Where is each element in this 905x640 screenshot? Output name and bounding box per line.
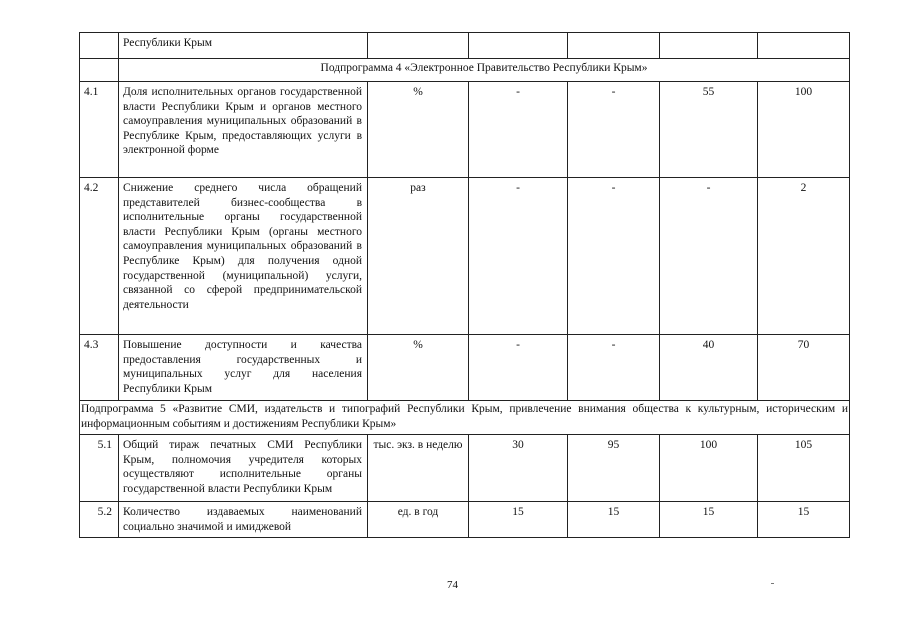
cell-value: 15 [660,502,758,538]
cell-value: - [568,82,660,178]
table-row [80,335,850,401]
table-row [80,82,850,178]
cell-indicator-name: Доля исполнительных органов государственной власти Республики Крым и органов местного самоуправления муниципальных образований в Республике Крым, предоставляющих услуги в электронной форме [119,82,368,178]
subprogram-5-title: Подпрограмма 5 «Развитие СМИ, издательств и типографий Республики Крым, привлечение внимания общества к культурным, историческим и информационным событиям и достижениям Республики Крым» [80,401,850,435]
cell-num: 5.2 [80,502,119,538]
cell-num: 5.1 [80,435,119,502]
subprogram-5-row [80,401,850,435]
cell-unit: % [368,335,469,401]
cell-value: 70 [758,335,850,401]
cell-indicator-name: Повышение доступности и качества предоставления государственных и муниципальных услуг для населения Республики Крым [119,335,368,401]
cell-num [80,33,119,59]
cell-value: 95 [568,435,660,502]
cell-unit: % [368,82,469,178]
table-row [80,178,850,335]
cell-unit [368,33,469,59]
cell-unit: ед. в год [368,502,469,538]
cell-indicator-name: Республики Крым [119,33,368,59]
cell-value: 100 [758,82,850,178]
cell-value: - [469,178,568,335]
cell-value [660,33,758,59]
cell-value: - [660,178,758,335]
cell-unit: тыс. экз. в неделю [368,435,469,502]
cell-value [469,33,568,59]
cell-value: 15 [758,502,850,538]
table-row-continuation [80,33,850,59]
cell-value: 105 [758,435,850,502]
subprogram-4-row [80,59,850,82]
cell-indicator-name: Общий тираж печатных СМИ Республики Крым, полномочия учредителя которых осуществляют исполнительные органы государственной власти Республики Крым [119,435,368,502]
table-row [80,435,850,502]
scan-speck [771,583,774,584]
cell-value: - [469,335,568,401]
cell-value: 100 [660,435,758,502]
cell-value: 55 [660,82,758,178]
cell-num: 4.2 [80,178,119,335]
table-row [80,502,850,538]
indicators-table [79,32,850,538]
cell-num: 4.3 [80,335,119,401]
page-number: 74 [447,579,458,591]
cell-value [568,33,660,59]
cell-value: 2 [758,178,850,335]
cell-value: - [568,178,660,335]
cell-value: 15 [469,502,568,538]
cell-unit: раз [368,178,469,335]
cell-value [758,33,850,59]
subprogram-4-title: Подпрограмма 4 «Электронное Правительство Республики Крым» [119,59,850,82]
cell-value: 15 [568,502,660,538]
cell-value: - [469,82,568,178]
cell-value: 40 [660,335,758,401]
cell-num: 4.1 [80,82,119,178]
cell-indicator-name: Снижение среднего числа обращений представителей бизнес-сообщества в исполнительные органы государственной власти Республики Крым (органы местного самоуправления муниципальных образований в Республике Крым) для получения одной государственной (муниципальной) услуги, связанной со сферой предпринимательской деятельности [119,178,368,335]
cell-num [80,59,119,82]
cell-indicator-name: Количество издаваемых наименований социально значимой и имиджевой [119,502,368,538]
cell-value: - [568,335,660,401]
cell-value: 30 [469,435,568,502]
